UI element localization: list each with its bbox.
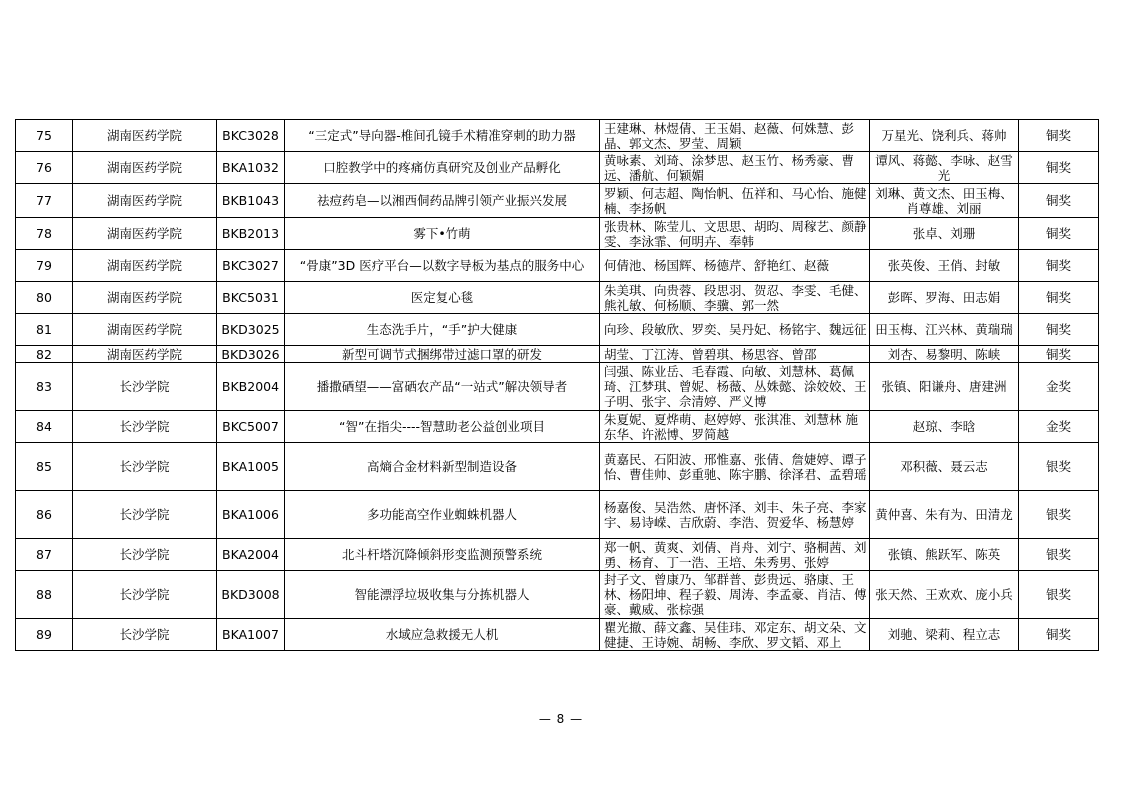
project-name: “三定式”导向器-椎间孔镜手术精准穿刺的助力器 [285, 120, 600, 152]
project-code: BKA1007 [217, 619, 285, 651]
project-name: 播撒硒望——富硒农产品“一站式”解决领导者 [285, 363, 600, 411]
page-number: — 8 — [538, 712, 584, 726]
project-code: BKA1005 [217, 443, 285, 491]
row-number: 82 [16, 346, 73, 363]
row-number: 87 [16, 539, 73, 571]
row-number: 78 [16, 218, 73, 250]
row-number: 83 [16, 363, 73, 411]
table-row [16, 250, 1099, 282]
project-name: “骨康”3D 医疗平台—以数字导板为基点的服务中心 [285, 250, 600, 282]
project-code: BKC3028 [217, 120, 285, 152]
advisors: 刘驰、梁莉、程立志 [870, 619, 1019, 651]
table-row [16, 539, 1099, 571]
advisors: 黄仲喜、朱有为、田清龙 [870, 491, 1019, 539]
award-level: 银奖 [1019, 571, 1099, 619]
row-number: 85 [16, 443, 73, 491]
school-name: 长沙学院 [73, 363, 217, 411]
table-row [16, 184, 1099, 218]
project-name: 北斗杆塔沉降倾斜形变监测预警系统 [285, 539, 600, 571]
school-name: 湖南医药学院 [73, 250, 217, 282]
team-members: 朱美琪、向贵蓉、段思羽、贺忍、李雯、毛健、熊礼敏、何杨顺、李骥、郭一然 [600, 282, 870, 314]
project-code: BKC5031 [217, 282, 285, 314]
table-row [16, 218, 1099, 250]
row-number: 76 [16, 152, 73, 184]
project-code: BKB2004 [217, 363, 285, 411]
award-level: 金奖 [1019, 411, 1099, 443]
project-name: 新型可调节式捆绑带过滤口罩的研发 [285, 346, 600, 363]
school-name: 长沙学院 [73, 571, 217, 619]
school-name: 长沙学院 [73, 443, 217, 491]
team-members: 杨嘉俊、吴浩然、唐怀泽、刘丰、朱子亮、李家宇、易诗嵘、吉欣蔚、李浩、贺爱华、杨慧婷 [600, 491, 870, 539]
award-level: 铜奖 [1019, 314, 1099, 346]
school-name: 湖南医药学院 [73, 152, 217, 184]
project-name: “智”在指尖----智慧助老公益创业项目 [285, 411, 600, 443]
advisors: 彭晖、罗海、田志娟 [870, 282, 1019, 314]
project-code: BKA1006 [217, 491, 285, 539]
project-code: BKD3008 [217, 571, 285, 619]
project-code: BKC5007 [217, 411, 285, 443]
school-name: 湖南医药学院 [73, 120, 217, 152]
project-code: BKD3025 [217, 314, 285, 346]
advisors: 田玉梅、江兴林、黄瑞瑞 [870, 314, 1019, 346]
team-members: 向珍、段敏欣、罗奕、吴丹妃、杨铭宇、魏远征 [600, 314, 870, 346]
advisors: 刘杏、易黎明、陈峡 [870, 346, 1019, 363]
table-row [16, 363, 1099, 411]
advisors: 万星光、饶利兵、蒋帅 [870, 120, 1019, 152]
award-level: 铜奖 [1019, 184, 1099, 218]
team-members: 朱夏妮、夏烨萌、赵婷婷、张淇准、刘慧林 施东华、许淞博、罗简越 [600, 411, 870, 443]
advisors: 张天然、王欢欢、庞小兵 [870, 571, 1019, 619]
project-name: 雾下•竹萌 [285, 218, 600, 250]
project-code: BKB1043 [217, 184, 285, 218]
team-members: 郑一帆、黄爽、刘倩、肖舟、刘宁、骆桐茜、刘勇、杨育、丁一浩、王培、朱秀男、张婷 [600, 539, 870, 571]
project-name: 口腔教学中的疼痛仿真研究及创业产品孵化 [285, 152, 600, 184]
school-name: 湖南医药学院 [73, 282, 217, 314]
row-number: 88 [16, 571, 73, 619]
school-name: 长沙学院 [73, 491, 217, 539]
table-row [16, 619, 1099, 651]
project-name: 生态洗手片，“手”护大健康 [285, 314, 600, 346]
award-level: 铜奖 [1019, 619, 1099, 651]
row-number: 81 [16, 314, 73, 346]
award-level: 铜奖 [1019, 120, 1099, 152]
row-number: 89 [16, 619, 73, 651]
award-level: 银奖 [1019, 491, 1099, 539]
team-members: 瞿光撤、薛文鑫、吴佳玮、邓定东、胡文朵、文健捷、王诗婉、胡畅、李欣、罗文韬、邓上 [600, 619, 870, 651]
advisors: 赵琼、李晗 [870, 411, 1019, 443]
school-name: 长沙学院 [73, 411, 217, 443]
team-members: 罗颖、何志超、陶怡帆、伍祥和、马心怡、施健楠、李扬帆 [600, 184, 870, 218]
award-level: 银奖 [1019, 443, 1099, 491]
advisors: 张英俊、王俏、封敏 [870, 250, 1019, 282]
table-row [16, 443, 1099, 491]
school-name: 湖南医药学院 [73, 218, 217, 250]
table-row [16, 411, 1099, 443]
row-number: 80 [16, 282, 73, 314]
advisors: 邓积薇、聂云志 [870, 443, 1019, 491]
advisors: 谭风、蒋懿、李咏、赵雪光 [870, 152, 1019, 184]
table-row [16, 152, 1099, 184]
project-name: 智能漂浮垃圾收集与分拣机器人 [285, 571, 600, 619]
project-name: 祛痘药皂—以湘西侗药品牌引领产业振兴发展 [285, 184, 600, 218]
team-members: 胡莹、丁江涛、曾碧琪、杨思容、曾邵 [600, 346, 870, 363]
school-name: 湖南医药学院 [73, 184, 217, 218]
award-level: 铜奖 [1019, 250, 1099, 282]
project-name: 多功能高空作业蜘蛛机器人 [285, 491, 600, 539]
project-name: 医定复心毯 [285, 282, 600, 314]
table-row [16, 346, 1099, 363]
school-name: 湖南医药学院 [73, 314, 217, 346]
table-row [16, 120, 1099, 152]
row-number: 75 [16, 120, 73, 152]
team-members: 黄咏素、刘琦、涂梦思、赵玉竹、杨秀豪、曹远、潘航、何颖媚 [600, 152, 870, 184]
award-level: 金奖 [1019, 363, 1099, 411]
project-name: 高熵合金材料新型制造设备 [285, 443, 600, 491]
project-name: 水域应急救援无人机 [285, 619, 600, 651]
row-number: 86 [16, 491, 73, 539]
team-members: 张贵林、陈莹儿、文思思、胡昀、周稼艺、颜静雯、李泳霏、何明卉、奉韩 [600, 218, 870, 250]
project-code: BKD3026 [217, 346, 285, 363]
team-members: 王建琳、林煜倩、王玉娟、赵薇、何姝慧、彭晶、郭文杰、罗莹、周颖 [600, 120, 870, 152]
row-number: 84 [16, 411, 73, 443]
project-code: BKC3027 [217, 250, 285, 282]
awards-table [15, 119, 1099, 651]
row-number: 79 [16, 250, 73, 282]
advisors: 张卓、刘珊 [870, 218, 1019, 250]
table-row [16, 314, 1099, 346]
school-name: 湖南医药学院 [73, 346, 217, 363]
team-members: 闫强、陈业岳、毛春霞、向敏、刘慧林、葛佩琦、江梦琪、曾妮、杨薇、丛姝懿、涂姣姣、王子明、张宇、佘清婷、严义博 [600, 363, 870, 411]
award-level: 铜奖 [1019, 218, 1099, 250]
project-code: BKB2013 [217, 218, 285, 250]
advisors: 张镇、熊跃军、陈英 [870, 539, 1019, 571]
award-level: 银奖 [1019, 539, 1099, 571]
project-code: BKA2004 [217, 539, 285, 571]
team-members: 封子文、曾康乃、邹群普、彭贵远、骆康、王林、杨阳坤、程子毅、周涛、李孟豪、肖洁、傅豪、戴威、张棕强 [600, 571, 870, 619]
school-name: 长沙学院 [73, 619, 217, 651]
award-level: 铜奖 [1019, 152, 1099, 184]
advisors: 张镇、阳谦舟、唐建洲 [870, 363, 1019, 411]
team-members: 黄嘉民、石阳波、邢惟嘉、张倩、詹婕婷、谭子怡、曹佳帅、彭重驰、陈宇鹏、徐泽君、孟碧瑶 [600, 443, 870, 491]
table-row [16, 491, 1099, 539]
row-number: 77 [16, 184, 73, 218]
team-members: 何倩池、杨国辉、杨德芹、舒艳红、赵薇 [600, 250, 870, 282]
table-row [16, 282, 1099, 314]
project-code: BKA1032 [217, 152, 285, 184]
table-row [16, 571, 1099, 619]
award-level: 铜奖 [1019, 282, 1099, 314]
school-name: 长沙学院 [73, 539, 217, 571]
award-level: 铜奖 [1019, 346, 1099, 363]
advisors: 刘琳、黄文杰、田玉梅、肖尊雄、刘丽 [870, 184, 1019, 218]
